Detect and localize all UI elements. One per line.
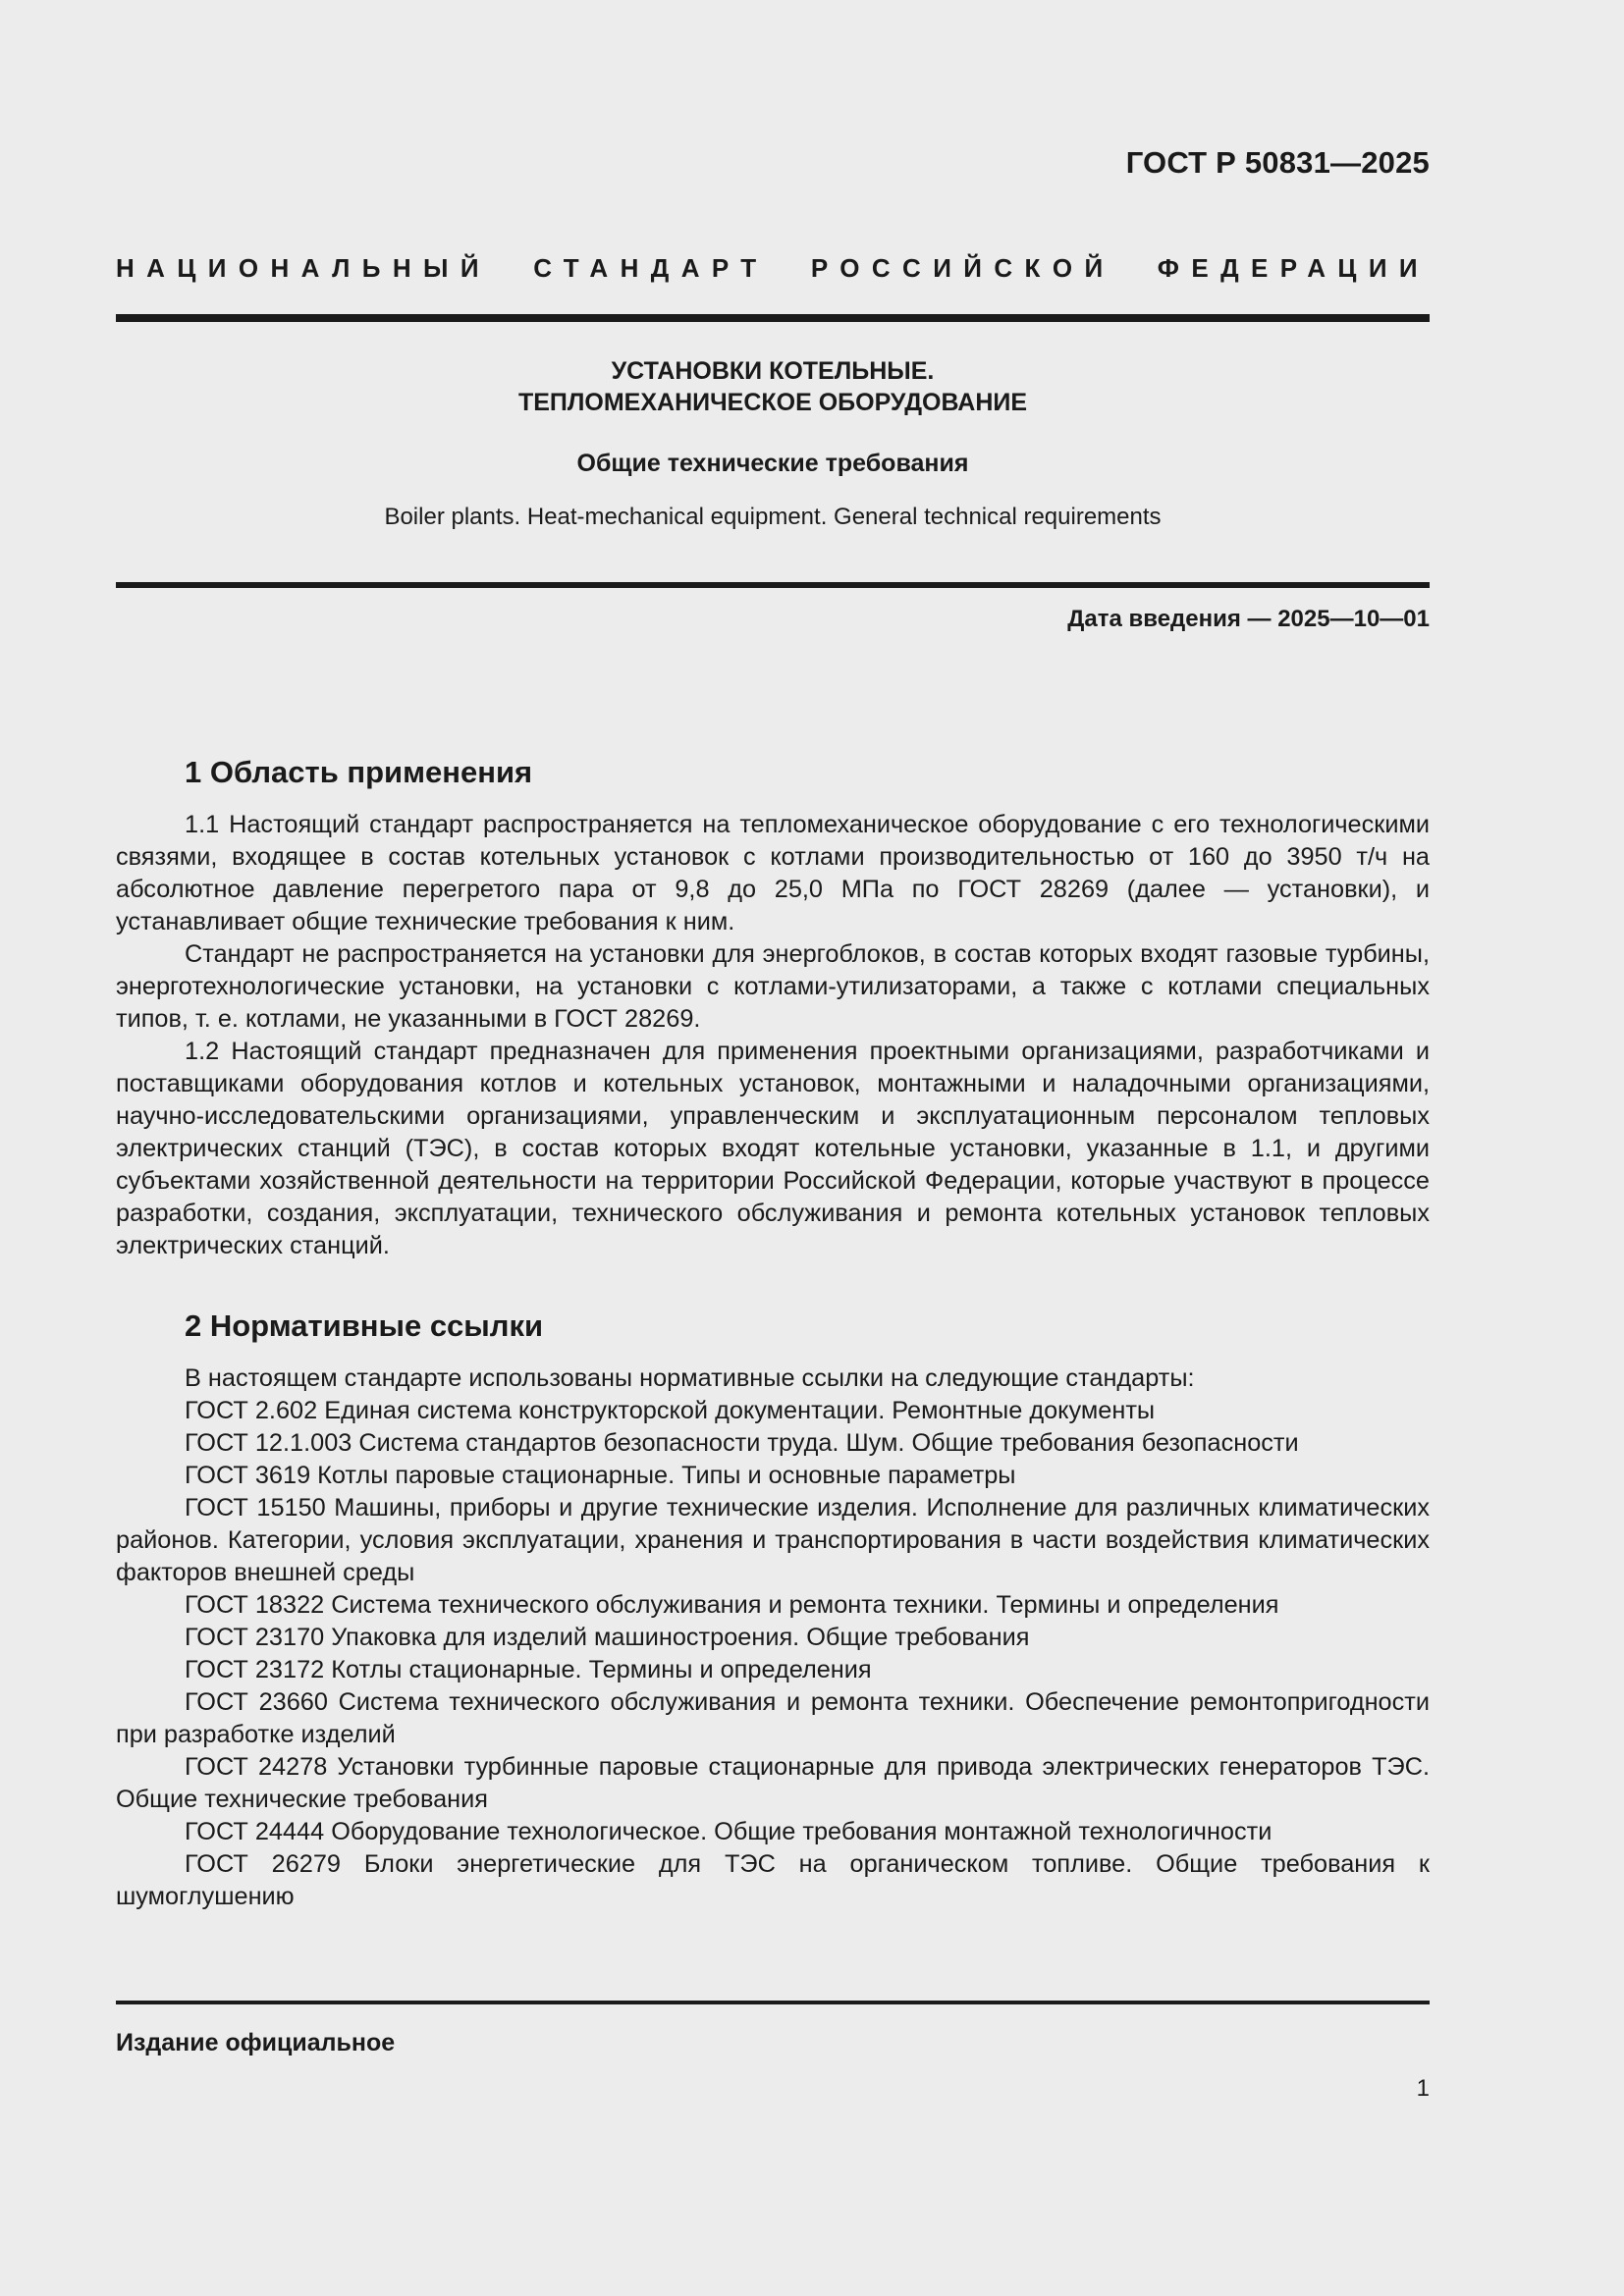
document-subtitle: Общие технические требования bbox=[576, 450, 969, 477]
reference-item: ГОСТ 18322 Система технического обслуживания и ремонта техники. Термины и определения bbox=[185, 1591, 1279, 1619]
reference-item: ГОСТ 15150 Машины, приборы и другие технические изделия. Исполнение для различных климатических районов. Категории, условия эксплуатации, хранения и транспортирования в части воздействия климатических факторов внешней среды bbox=[116, 1494, 1430, 1586]
section-1-paragraph: 1.1 Настоящий стандарт распространяется на тепломеханическое оборудование с его технологическими связями, входящее в состав котельных установок с котлами производительностью от 160 до 3950 т/ч на абсолютное давление перегретого пара от 9,8 до 25,0 МПа по ГОСТ 28269 (далее — установки), и устанавливает общие технические требования к ним. bbox=[116, 811, 1430, 935]
section-1-paragraph: 1.2 Настоящий стандарт предназначен для применения проектными организациями, разработчиками и поставщиками оборудования котлов и котельных установок, монтажными и наладочными организациями, научно-исследовательскими организациями, управленческим и эксплуатационным персоналом тепловых электрических станций (ТЭС), в состав которых входят котельные установки, указанные в 1.1, и другими субъектами хозяйственной деятельности на территории Российской Федерации, которые участвуют в процессе разработки, создания, эксплуатации, технического обслуживания и ремонта котельных установок тепловых электрических станций. bbox=[116, 1038, 1430, 1259]
title-line-2: ТЕПЛОМЕХАНИЧЕСКОЕ ОБОРУДОВАНИЕ bbox=[517, 389, 1028, 416]
section-1-heading: 1 Область применения bbox=[185, 755, 533, 789]
page-number: 1 bbox=[1416, 2075, 1430, 2102]
title-divider bbox=[116, 582, 1430, 588]
title-block bbox=[116, 355, 1430, 532]
introduction-date: Дата введения — 2025—10—01 bbox=[1067, 606, 1430, 632]
section-1-paragraph: Стандарт не распространяется на установки для энергоблоков, в состав которых входят газовые турбины, энерготехнологические установки, на установки с котлами-утилизаторами, а также с котлами специальных типов, т. е. котлами, не указанными в ГОСТ 28269. bbox=[116, 940, 1430, 1033]
english-title: Boiler plants. Heat-mechanical equipment. General technical requirements bbox=[384, 504, 1162, 530]
reference-item: ГОСТ 26279 Блоки энергетические для ТЭС на органическом топливе. Общие требования к шумоглушению bbox=[116, 1850, 1430, 1910]
reference-item: ГОСТ 23170 Упаковка для изделий машиностроения. Общие требования bbox=[185, 1624, 1030, 1651]
reference-item: ГОСТ 23172 Котлы стационарные. Термины и определения bbox=[185, 1656, 872, 1683]
document-number: ГОСТ Р 50831—2025 bbox=[1125, 145, 1430, 180]
reference-item: ГОСТ 24278 Установки турбинные паровые стационарные для привода электрических генераторов ТЭС. Общие технические требования bbox=[116, 1753, 1430, 1813]
reference-item: ГОСТ 23660 Система технического обслуживания и ремонта техники. Обеспечение ремонтопригодности при разработке изделий bbox=[116, 1688, 1430, 1748]
national-standard-title: НАЦИОНАЛЬНЫЙ СТАНДАРТ РОССИЙСКОЙ ФЕДЕРАЦИИ bbox=[116, 253, 1430, 283]
reference-item: ГОСТ 2.602 Единая система конструкторской документации. Ремонтные документы bbox=[185, 1397, 1156, 1424]
footer-divider bbox=[116, 2001, 1430, 2004]
edition-label: Издание официальное bbox=[116, 2029, 396, 2056]
section-2-heading: 2 Нормативные ссылки bbox=[185, 1308, 544, 1343]
section-2-intro: В настоящем стандарте использованы нормативные ссылки на следующие стандарты: bbox=[185, 1364, 1195, 1392]
reference-item: ГОСТ 24444 Оборудование технологическое. Общие требования монтажной технологичности bbox=[185, 1818, 1272, 1845]
top-divider bbox=[116, 314, 1430, 322]
reference-item: ГОСТ 3619 Котлы паровые стационарные. Типы и основные параметры bbox=[185, 1462, 1016, 1489]
reference-item: ГОСТ 12.1.003 Система стандартов безопасности труда. Шум. Общие требования безопасности bbox=[185, 1429, 1299, 1457]
title-line-1: УСТАНОВКИ КОТЕЛЬНЫЕ. bbox=[611, 357, 935, 385]
document-body bbox=[116, 748, 1430, 1913]
